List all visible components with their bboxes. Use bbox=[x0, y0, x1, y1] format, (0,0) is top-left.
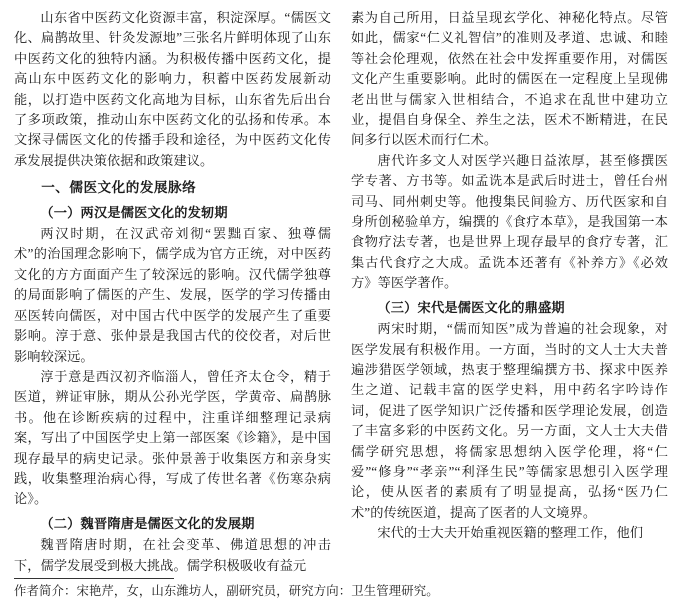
paragraph: 唐代许多文人对医学兴趣日益浓厚，甚至修撰医学专著、方书等。如孟诜本是武后时进士，曾任台州司马、同州刺史等。他搜集民间验方、历代医家和自身所创秘验单方，编撰的《食疗本草》，是我国第一本食物疗法专著，也是世界上现存最早的食疗专著，汇集古代食疗之大成。孟诜本还著有《补养方》《必效方》等医学著作。 bbox=[351, 152, 668, 291]
subsection-heading: （二）魏晋隋唐是儒医文化的发展期 bbox=[40, 515, 255, 531]
author-biography-note: 作者简介：宋艳芹，女，山东潍坊人，副研究员，研究方向：卫生管理研究。 bbox=[14, 584, 439, 598]
column-left bbox=[14, 8, 331, 573]
footnote-area bbox=[14, 578, 679, 600]
two-column-body bbox=[14, 8, 679, 573]
column-right bbox=[351, 8, 668, 564]
paragraph: 淳于意是西汉初齐临淄人，曾任齐太仓令，精于医道，辨证审脉，期从公孙光学医，学黄帝、扁鹊脉书。他在诊断疾病的过程中，注重详细整理记录病案，写出了中国医学史上第一部医案《诊籍》，是中国现存最早的病史记录。张仲景善于收集医方和亲身实践，收集整理治病心得，写成了传世名著《伤寒杂病论》。 bbox=[14, 368, 331, 507]
subsection-heading: （三）宋代是儒医文化的鼎盛期 bbox=[377, 299, 565, 315]
paragraph-continuation: 素为自己所用，日益呈现玄学化、神秘化特点。尽管如此，儒家“仁义礼智信”的准则及孝道、忠诚、和睦等社会伦理观，依然在社会中发挥重要作用，对儒医文化产生重要影响。此时的儒医在一定程度上呈现佛老出世与儒家入世相结合，不追求在乱世中建功立业，提倡自身保全、养生之法，医术不断精进，在民间多行以医术而行仁术。 bbox=[351, 10, 668, 148]
paragraph: 两宋时期，“儒而知医”成为普遍的社会现象，对医学发展有积极作用。一方面，当时的文人士大夫普遍涉猎医学领域，热衷于整理编撰方书、探求中医养生之道、记载丰富的医学史料，用中药名字吟诗作词，促进了医学知识广泛传播和医学理论发展，创造了丰富多彩的中医药文化。另一方面，文人士大夫借儒学研究思想，将儒家思想纳入医学伦理，将“仁爱”“修身”“孝亲”“利泽生民”等儒家思想引入医学理论，使从医者的素质有了明显提高，弘扬“医乃仁术”的传统医道，提高了医者的人文境界。 bbox=[351, 321, 668, 520]
paragraph: 宋代的士大夫开始重视医籍的整理工作，他们 bbox=[377, 525, 644, 541]
subsection-heading: （一）两汉是儒医文化的发轫期 bbox=[40, 204, 228, 220]
paragraph: 魏晋隋唐时期，在社会变革、佛道思想的冲击下，儒学发展受到极大挑战。儒学积极吸收有益元 bbox=[14, 537, 331, 573]
paragraph: 山东省中医药文化资源丰富，积淀深厚。“儒医文化、扁鹊故里、针灸发源地”三张名片鲜明体现了山东中医药文化的独特内涵。为积极传播中医药文化，提高山东中医药文化的影响力，积蓄中医药发展新动能，以打造中医药文化高地为目标，山东省先后出台了多项政策，推动山东中医药文化的弘扬和传承。本文探寻儒医文化的传播手段和途径，为中医药文化传承发展提供决策依据和政策建议。 bbox=[14, 10, 331, 168]
section-heading: 一、儒医文化的发展脉络 bbox=[41, 180, 197, 196]
footnote-divider bbox=[14, 578, 174, 579]
paragraph: 两汉时期，在汉武帝刘彻“罢黜百家、独尊儒术”的治国理念影响下，儒学成为官方正统，对中医药文化的方方面面产生了较深远的影响。汉代儒学独尊的局面影响了儒医的产生、发展，医学的学习传播由巫医转向儒医，对中国古代中医学的发展产生了重要影响。淳于意、张仲景是我国古代的佼佼者，对后世影响较深远。 bbox=[14, 226, 331, 364]
